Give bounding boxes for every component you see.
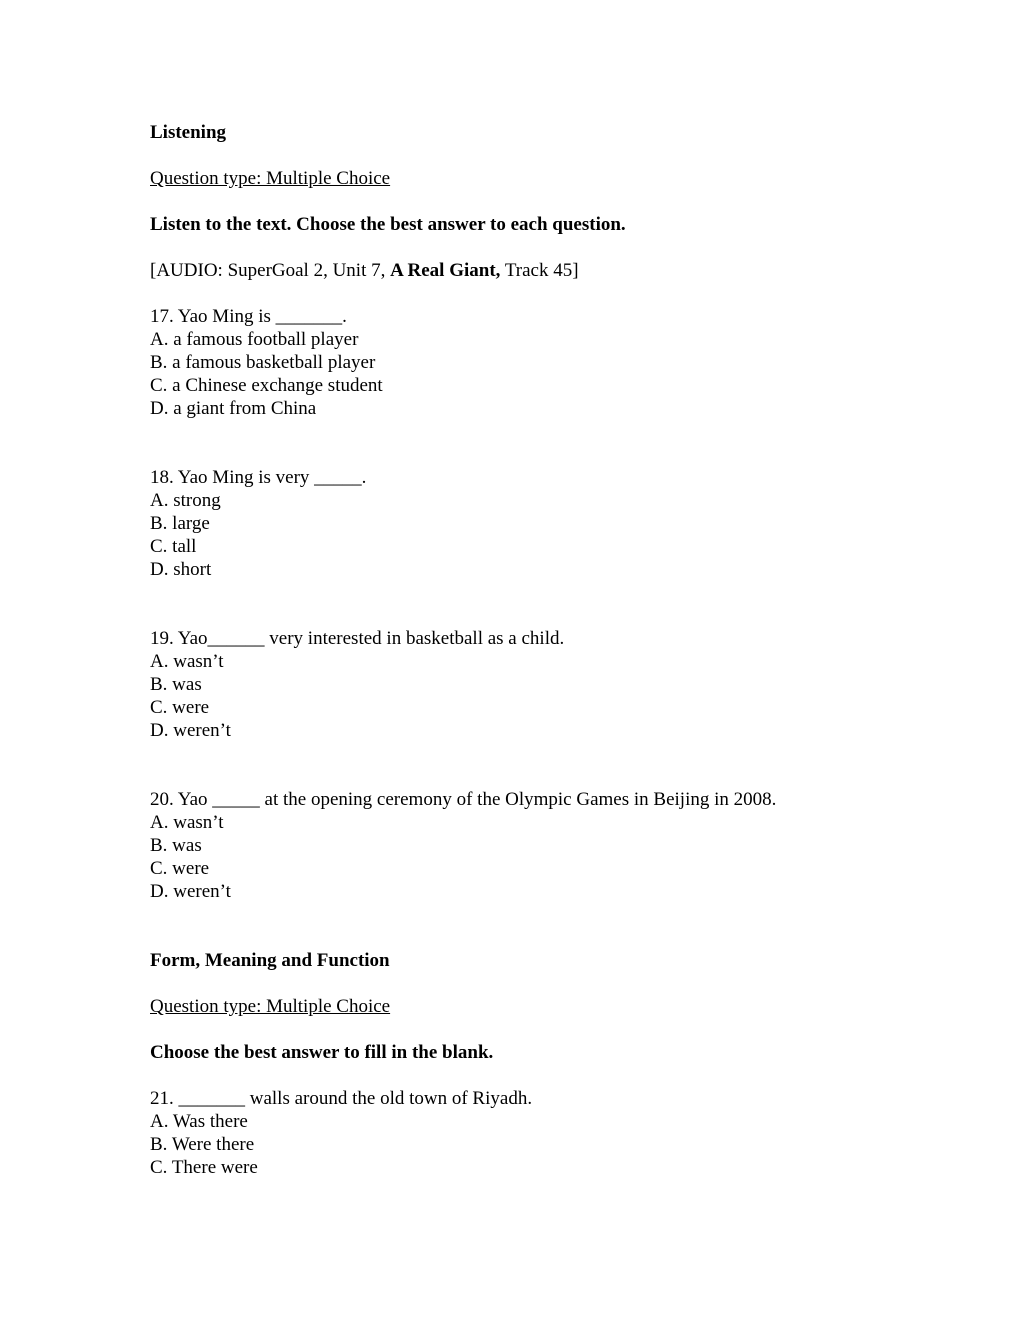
question-21-stem: 21. _______ walls around the old town of Riyadh. [150, 1088, 533, 1109]
question-19-option-c: C. were [150, 697, 210, 718]
question-21-option-c: C. There were [150, 1157, 258, 1178]
question-20-stem: 20. Yao _____ at the opening ceremony of the Olympic Games in Beijing in 2008. [150, 789, 777, 810]
question-18-stem: 18. Yao Ming is very _____. [150, 467, 367, 488]
question-21-option-b: B. Were there [150, 1134, 255, 1155]
audio-title: A Real Giant, [390, 260, 501, 281]
audio-reference [150, 259, 579, 282]
question-type-label: Question type: Multiple Choice [150, 168, 391, 189]
question-21-option-a: A. Was there [150, 1111, 248, 1132]
question-19-stem: 19. Yao______ very interested in basketball as a child. [150, 628, 565, 649]
question-19-option-d: D. weren’t [150, 720, 231, 741]
section-heading-listening: Listening [150, 122, 227, 143]
audio-suffix: Track 45] [500, 260, 579, 281]
instruction-text-2: Choose the best answer to fill in the blank. [150, 1042, 494, 1063]
question-17-option-a: A. a famous football player [150, 329, 359, 350]
question-17-option-b: B. a famous basketball player [150, 352, 376, 373]
question-20-option-a: A. wasn’t [150, 812, 224, 833]
question-19-option-b: B. was [150, 674, 202, 695]
question-18-option-b: B. large [150, 513, 210, 534]
question-19-option-a: A. wasn’t [150, 651, 224, 672]
question-17-stem: 17. Yao Ming is _______. [150, 306, 347, 327]
question-type-label-2: Question type: Multiple Choice [150, 996, 391, 1017]
audio-prefix: [AUDIO: SuperGoal 2, Unit 7, [150, 260, 391, 281]
question-17-option-c: C. a Chinese exchange student [150, 375, 383, 396]
section-heading-form-meaning: Form, Meaning and Function [150, 950, 390, 971]
instruction-text: Listen to the text. Choose the best answer to each question. [150, 214, 626, 235]
question-18-option-a: A. strong [150, 490, 221, 511]
question-20-option-c: C. were [150, 858, 210, 879]
question-17-option-d: D. a giant from China [150, 398, 317, 419]
question-18-option-d: D. short [150, 559, 212, 580]
question-18-option-c: C. tall [150, 536, 197, 557]
question-20-option-b: B. was [150, 835, 202, 856]
question-20-option-d: D. weren’t [150, 881, 231, 902]
